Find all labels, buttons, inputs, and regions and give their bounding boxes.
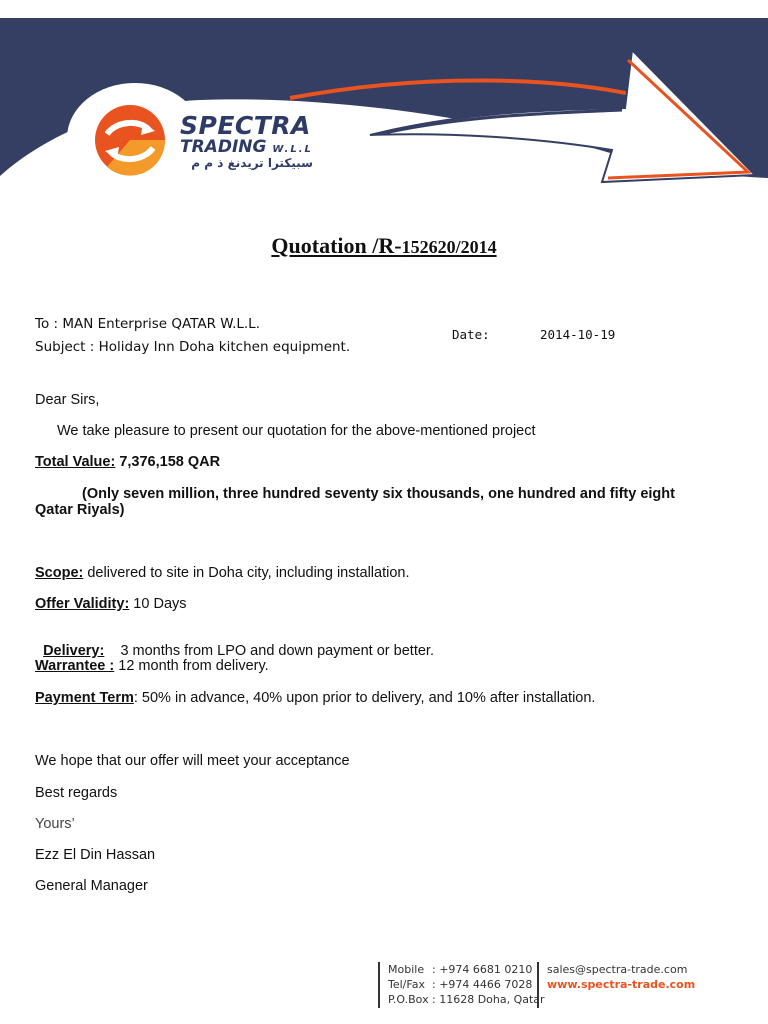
scope-value: delivered to site in Doha city, including installation.	[83, 565, 410, 581]
quotation-title: Quotation /R-152620/2014	[271, 233, 497, 258]
intro-text: We take pleasure to present our quotation for the above-mentioned project	[57, 423, 536, 439]
brand-name: SPECTRA	[180, 111, 311, 140]
footer-contacts	[378, 962, 545, 1008]
warranty-line	[35, 658, 269, 674]
footer-email[interactable]: sales@spectra-trade.com	[547, 963, 688, 976]
recipient-to: To : MAN Enterprise QATAR W.L.L.	[35, 316, 260, 332]
validity-label: Offer Validity:	[35, 596, 130, 612]
logo-icon	[93, 104, 167, 176]
regards-text: Best regards	[35, 785, 118, 801]
payment-term-label: Payment Term	[35, 690, 134, 706]
signatory-title: General Manager	[35, 878, 148, 894]
payment-term-value: : 50% in advance, 40% upon prior to delivery, and 10% after installation.	[133, 690, 596, 706]
total-value-line	[35, 454, 220, 470]
total-value-label: Total Value:	[35, 454, 116, 470]
scope-label: Scope:	[35, 565, 84, 581]
footer-mobile: Mobile : +974 6681 0210	[388, 963, 533, 976]
total-value-amount: 7,376,158 QAR	[115, 454, 221, 470]
validity-value: 10 Days	[129, 596, 187, 612]
quotation-number: 152620/2014	[401, 237, 497, 257]
scope-line	[35, 565, 410, 581]
delivery-value: 3 months from LPO and down payment or better.	[104, 643, 434, 659]
brand-arabic: سبيكترا تريدنغ ذ م م	[191, 156, 313, 170]
footer-telfax: Tel/Fax : +974 4466 7028	[388, 978, 533, 991]
greeting: Dear Sirs,	[35, 392, 100, 408]
brand-subname: TRADING W.L.L	[180, 137, 313, 157]
footer-pobox: P.O.Box : 11628 Doha, Qatar	[388, 993, 545, 1006]
footer-website[interactable]: www.spectra-trade.com	[547, 978, 696, 991]
warranty-value: 12 month from delivery.	[114, 658, 269, 674]
delivery-line	[35, 627, 434, 659]
recipient-block	[35, 313, 350, 359]
amount-in-words-line1: (Only seven million, three hundred seventy six thousands, one hundred and fifty eight	[82, 486, 675, 502]
warranty-label: Warrantee :	[35, 658, 115, 674]
payment-term-line	[35, 690, 595, 706]
amount-in-words-line2: Qatar Riyals)	[35, 502, 125, 518]
validity-line	[35, 596, 187, 612]
signatory-name: Ezz El Din Hassan	[35, 847, 156, 863]
footer-web	[537, 962, 695, 1008]
recipient-subject: Subject : Holiday Inn Doha kitchen equipment.	[35, 339, 351, 355]
date-block	[452, 327, 616, 342]
brand-suffix: W.L.L	[272, 144, 313, 155]
date-label: Date:	[452, 327, 490, 342]
closing-text: We hope that our offer will meet your acceptance	[35, 753, 350, 769]
brand-logo-text	[180, 113, 313, 169]
date-value: 2014-10-19	[540, 327, 616, 342]
yours-text: Yours’	[35, 816, 75, 832]
delivery-label: Delivery:	[43, 643, 105, 659]
